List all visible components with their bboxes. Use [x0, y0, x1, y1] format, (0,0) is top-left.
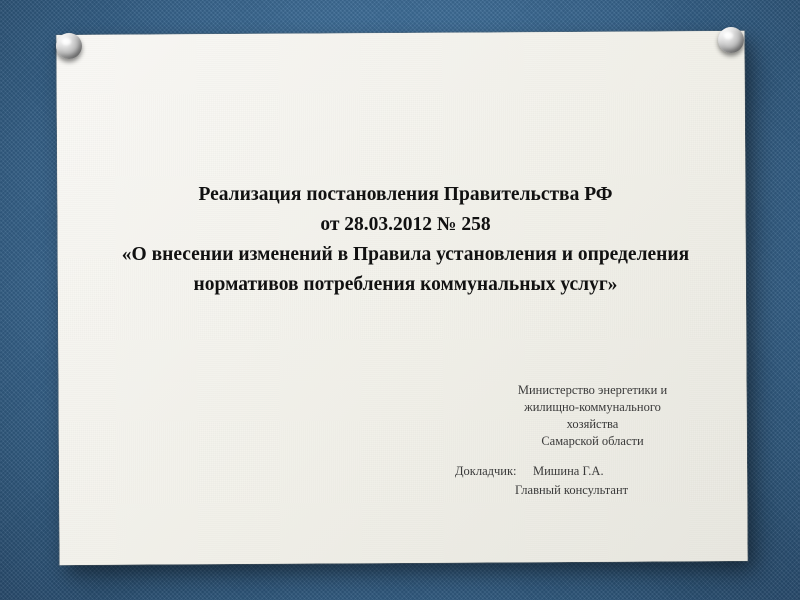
speaker-block — [455, 462, 730, 500]
speaker-position: Главный консультант — [515, 483, 629, 497]
organization-line-3: хозяйства — [566, 417, 619, 431]
slide-title — [118, 180, 693, 300]
title-line-1: Реализация постановления Правительства РФ — [198, 184, 613, 205]
organization-block — [455, 382, 730, 450]
organization-line-1: Министерство энергетики и — [517, 383, 668, 397]
speaker-name: Мишина Г.А. — [533, 464, 604, 478]
speaker-label: Докладчик: — [455, 464, 517, 478]
speaker-line — [455, 462, 730, 481]
push-pin-icon-right — [718, 27, 744, 53]
title-line-3: «О внесении изменений в Правила установления и определения нормативов потребления коммунальных услуг» — [121, 244, 690, 295]
organization-line-2: жилищно-коммунального — [524, 400, 661, 414]
push-pin-icon-left — [56, 33, 82, 59]
title-line-2: от 28.03.2012 № 258 — [320, 214, 491, 235]
organization-line-4: Самарской области — [541, 434, 644, 448]
